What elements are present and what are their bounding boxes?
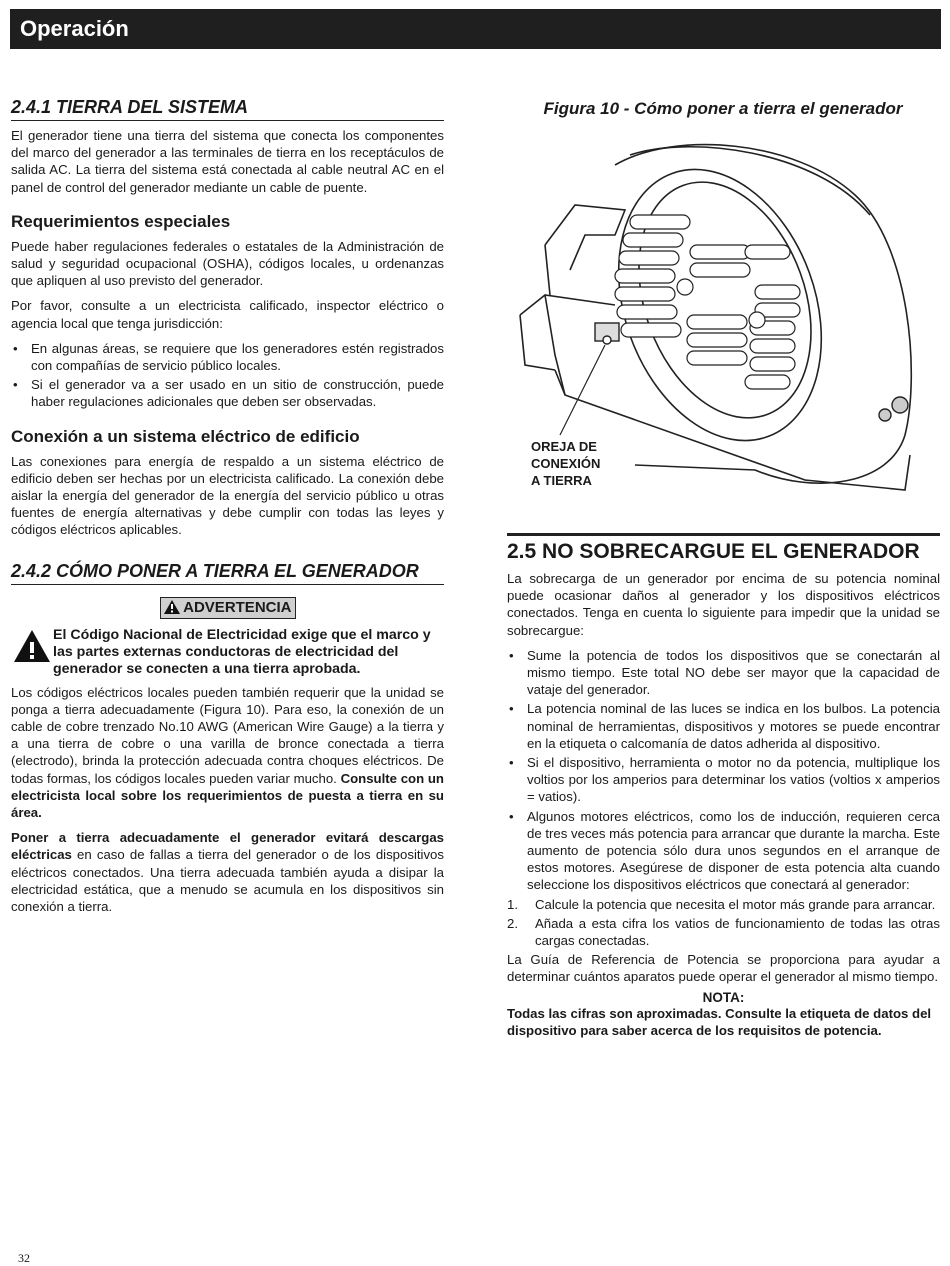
- paragraph-reference-guide: La Guía de Referencia de Potencia se proporciona para ayudar a determinar cuántos aparatos puede operar el generador al mismo tiempo.: [507, 952, 940, 985]
- note-text: Todas las cifras son aproximadas. Consulte la etiqueta de datos del dispositivo para saber acerca de los requisitos de potencia.: [507, 1005, 932, 1038]
- step-item: 1. Calcule la potencia que necesita el motor más grande para arrancar.: [507, 896, 936, 912]
- list-item: • Si el generador va a ser usado en un sitio de construcción, puede haber regulaciones adicionales que deben ser observadas.: [11, 376, 444, 410]
- steps-list: [507, 896, 940, 950]
- paragraph-consult: Por favor, consulte a un electricista calificado, inspector eléctrico o agencia local que tenga jurisdicción:: [11, 298, 444, 331]
- hazard-triangle-icon: [13, 629, 51, 663]
- list-item: • Algunos motores eléctricos, como los de inducción, requieren cerca de tres veces más potencia para arrancar que durante la marcha. Este aumento de potencia sólo dura unos segundos en el arranque de estos motores. Asegúrese de disponer de esta potencia alta cuando seleccione los dispositivos eléctricos que conectará al generador:: [507, 808, 940, 894]
- paragraph-grounding-benefit: Poner a tierra adecuadamente el generador evitará descargas eléctricas en caso de fallas a tierra del generador o de los dispositivos eléctricos conectados. Una tierra adecuada también ayuda a disipar la electricidad estática, que a menudo se acumula en los dispositivos sin conexión a tierra.: [11, 830, 444, 915]
- list-item: • La potencia nominal de las luces se indica en los bulbos. La potencia nominal de herramientas, dispositivos y motores se puede encontrar en la etiqueta o calcomanía de datos adherida al dispositivo.: [507, 700, 940, 752]
- paragraph-regulations: Puede haber regulaciones federales o estatales de la Administración de salud y seguridad ocupacional (OSHA), códigos locales, u ordenanzas que apliquen al uso previsto del generador.: [11, 238, 444, 289]
- requirements-list: [11, 340, 444, 411]
- warning-icon: [164, 600, 180, 614]
- warning-label-text: ADVERTENCIA: [183, 598, 292, 616]
- paragraph-system-ground: El generador tiene una tierra del sistema que conecta los componentes del marco del generador a las terminales de tierra en los receptáculos de salida AC. La tierra del sistema está conectada al cable neutral AC en el panel de control del generador mediante un cable de puente.: [11, 128, 444, 195]
- page-number: 32: [18, 1251, 30, 1265]
- list-item: • En algunas áreas, se requiere que los generadores estén registrados con compañías de servicio público locales.: [11, 340, 444, 374]
- warning-block: [11, 627, 444, 678]
- heading-special-requirements: Requerimientos especiales: [11, 211, 231, 231]
- heading-2-4-1: 2.4.1 TIERRA DEL SISTEMA: [11, 97, 444, 121]
- paragraph-overload-intro: La sobrecarga de un generador por encima de su potencia nominal puede ocasionar daños al generador y los dispositivos eléctricos conectados. Tenga en cuenta lo siguiente para impedir que la unidad se sobrecargue:: [507, 571, 940, 638]
- paragraph-local-codes: Los códigos eléctricos locales pueden también requerir que la unidad se ponga a tierra adecuadamente (Figura 10). Para eso, la conexión de un cable de cobre trenzado No.10 AWG (American Wire Gauge) a la tierra y a una tierra de cobre o una varilla de bronce conectada a tierra (electrodo), brinda la protección adecuada contra choques eléctricos. De todas formas, los códigos locales pueden variar mucho. Consulte con un electricista local sobre los requerimientos de puesta a tierra en su área.: [11, 684, 444, 821]
- section-title: Operación: [20, 16, 129, 41]
- heading-2-5: 2.5 NO SOBRECARGUE EL GENERADOR: [507, 533, 940, 564]
- overload-list: [507, 647, 940, 894]
- heading-building-connection: Conexión a un sistema eléctrico de edificio: [11, 426, 360, 446]
- left-column: [11, 97, 444, 915]
- right-column: [507, 533, 940, 1039]
- step-item: 2. Añada a esta cifra los vatios de funcionamiento de todas las otras cargas conectadas.: [507, 915, 940, 949]
- warning-text: El Código Nacional de Electricidad exige que el marco y las partes externas conductoras de electricidad del generador se conecten a una tierra aprobada.: [53, 626, 431, 677]
- warning-label: [160, 597, 296, 619]
- figure-title: Figura 10 - Cómo poner a tierra el generador: [543, 99, 903, 118]
- list-item: • Sume la potencia de todos los dispositivos que se conectarán al mismo tiempo. Este total NO debe ser mayor que la capacidad de vataje del generador.: [507, 647, 940, 699]
- list-item: • Si el dispositivo, herramienta o motor no da potencia, multiplique los voltios por los amperios para determinar los vatios (voltios x amperios = vatios).: [507, 754, 940, 806]
- heading-2-4-2: 2.4.2 CÓMO PONER A TIERRA EL GENERADOR: [11, 561, 444, 585]
- note-title: NOTA:: [702, 989, 745, 1005]
- paragraph-building-connection: Las conexiones para energía de respaldo a un sistema eléctrico de edificio deben ser hechas por un electricista calificado. La conexión debe aislar la energía del generador de la energía del servicio público u otras fuentes de energía alternativas y debe cumplir con todas las leyes y códigos eléctricos aplicables.: [11, 453, 444, 538]
- ground-lug-label: OREJA DE CONEXIÓN A TIERRA: [531, 439, 601, 488]
- page-header: [10, 9, 941, 49]
